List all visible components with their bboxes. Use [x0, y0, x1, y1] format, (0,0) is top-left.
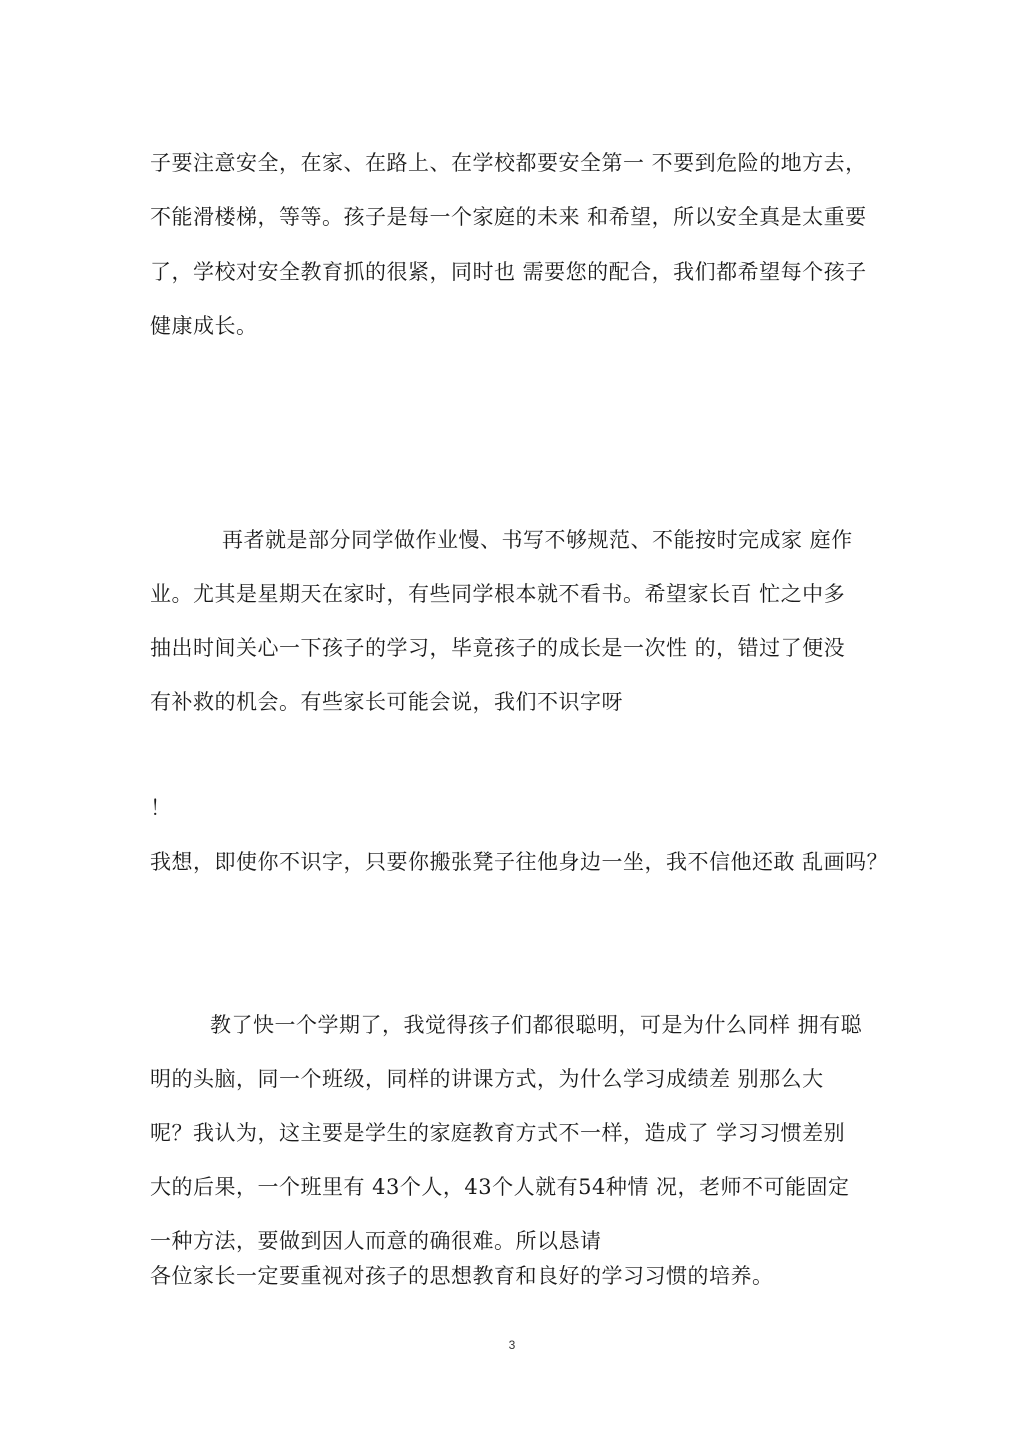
paragraph-line: 有补救的机会。有些家长可能会说，我们不识字呀: [150, 690, 623, 714]
paragraph-line: 教了快一个学期了，我觉得孩子们都很聪明，可是为什么同样 拥有聪: [210, 1013, 863, 1037]
paragraph-line: 再者就是部分同学做作业慢、书写不够规范、不能按时完成家 庭作: [222, 528, 853, 552]
paragraph-line: 业。尤其是星期天在家时，有些同学根本就不看书。希望家长百 忙之中多: [150, 582, 846, 606]
paragraph-line: 了，学校对安全教育抓的很紧，同时也 需要您的配合，我们都希望每个孩子: [150, 260, 867, 284]
paragraph-line: ！: [150, 796, 172, 820]
page-number: 3: [508, 1338, 516, 1352]
paragraph-line: 我想，即使你不识字，只要你搬张凳子往他身边一坐，我不信他还敢 乱画吗？: [150, 850, 889, 874]
paragraph-line: 明的头脑，同一个班级，同样的讲课方式，为什么学习成绩差 别那么大: [150, 1067, 824, 1091]
paragraph-line: 一种方法，要做到因人而意的确很难。所以恳请: [150, 1229, 602, 1253]
paragraph-line: 抽出时间关心一下孩子的学习，毕竟孩子的成长是一次性 的，错过了便没: [150, 636, 846, 660]
paragraph-line: 不能滑楼梯，等等。孩子是每一个家庭的未来 和希望，所以安全真是太重要: [150, 205, 867, 229]
paragraph-line: 呢？我认为，这主要是学生的家庭教育方式不一样，造成了 学习习惯差别: [150, 1121, 846, 1145]
paragraph-line: 大的后果，一个班里有 43个人，43个人就有54种情 况，老师不可能固定: [150, 1175, 850, 1199]
paragraph-line: 子要注意安全，在家、在路上、在学校都要安全第一 不要到危险的地方去，: [150, 151, 867, 175]
paragraph-line: 健康成长。: [150, 314, 258, 338]
paragraph-line: 各位家长一定要重视对孩子的思想教育和良好的学习习惯的培养。: [150, 1264, 774, 1288]
